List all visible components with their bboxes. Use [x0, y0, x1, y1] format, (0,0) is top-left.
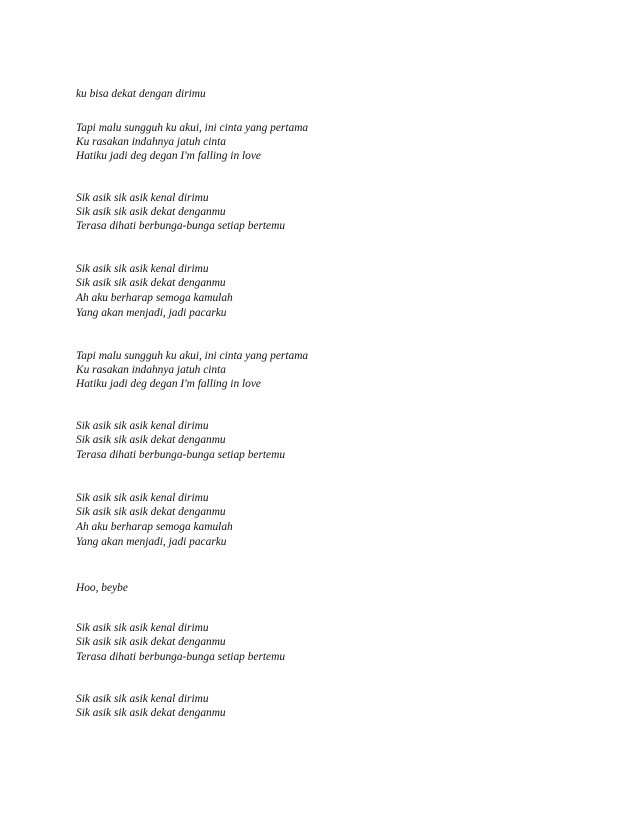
lyric-line: Sik asik sik asik kenal dirimu [76, 492, 209, 504]
lyric-line: Tapi malu sungguh ku akui, ini cinta yang pertama [76, 122, 309, 134]
lyric-line: Sik asik sik asik dekat denganmu [76, 277, 226, 289]
lyric-line: Ku rasakan indahnya jatuh cinta [76, 364, 226, 376]
lyric-line: ku bisa dekat dengan dirimu [76, 88, 206, 100]
lyric-line: Ku rasakan indahnya jatuh cinta [76, 136, 226, 148]
lyric-line: Tapi malu sungguh ku akui, ini cinta yang pertama [76, 350, 309, 362]
lyric-line: Terasa dihati berbunga-bunga setiap bertemu [76, 220, 286, 232]
lyric-line: Sik asik sik asik dekat denganmu [76, 206, 226, 218]
lyric-line: Sik asik sik asik kenal dirimu [76, 622, 209, 634]
lyric-line: Hatiku jadi deg degan I'm falling in love [76, 150, 261, 162]
lyric-line: Yang akan menjadi, jadi pacarku [76, 307, 227, 319]
lyric-line: Sik asik sik asik kenal dirimu [76, 192, 209, 204]
lyric-line: Ah aku berharap semoga kamulah [76, 292, 233, 304]
lyric-line: Sik asik sik asik kenal dirimu [76, 693, 209, 705]
lyric-line: Sik asik sik asik kenal dirimu [76, 263, 209, 275]
lyric-line: Yang akan menjadi, jadi pacarku [76, 536, 227, 548]
lyric-line: Sik asik sik asik dekat denganmu [76, 707, 226, 719]
lyric-line: Sik asik sik asik dekat denganmu [76, 434, 226, 446]
lyric-line: Hoo, beybe [76, 582, 128, 594]
lyric-line: Terasa dihati berbunga-bunga setiap bertemu [76, 651, 286, 663]
lyric-line: Sik asik sik asik dekat denganmu [76, 636, 226, 648]
lyric-line: Terasa dihati berbunga-bunga setiap bertemu [76, 449, 286, 461]
lyric-line: Sik asik sik asik dekat denganmu [76, 506, 226, 518]
lyric-line: Ah aku berharap semoga kamulah [76, 521, 233, 533]
lyric-line: Hatiku jadi deg degan I'm falling in love [76, 378, 261, 390]
lyric-line: Sik asik sik asik kenal dirimu [76, 420, 209, 432]
